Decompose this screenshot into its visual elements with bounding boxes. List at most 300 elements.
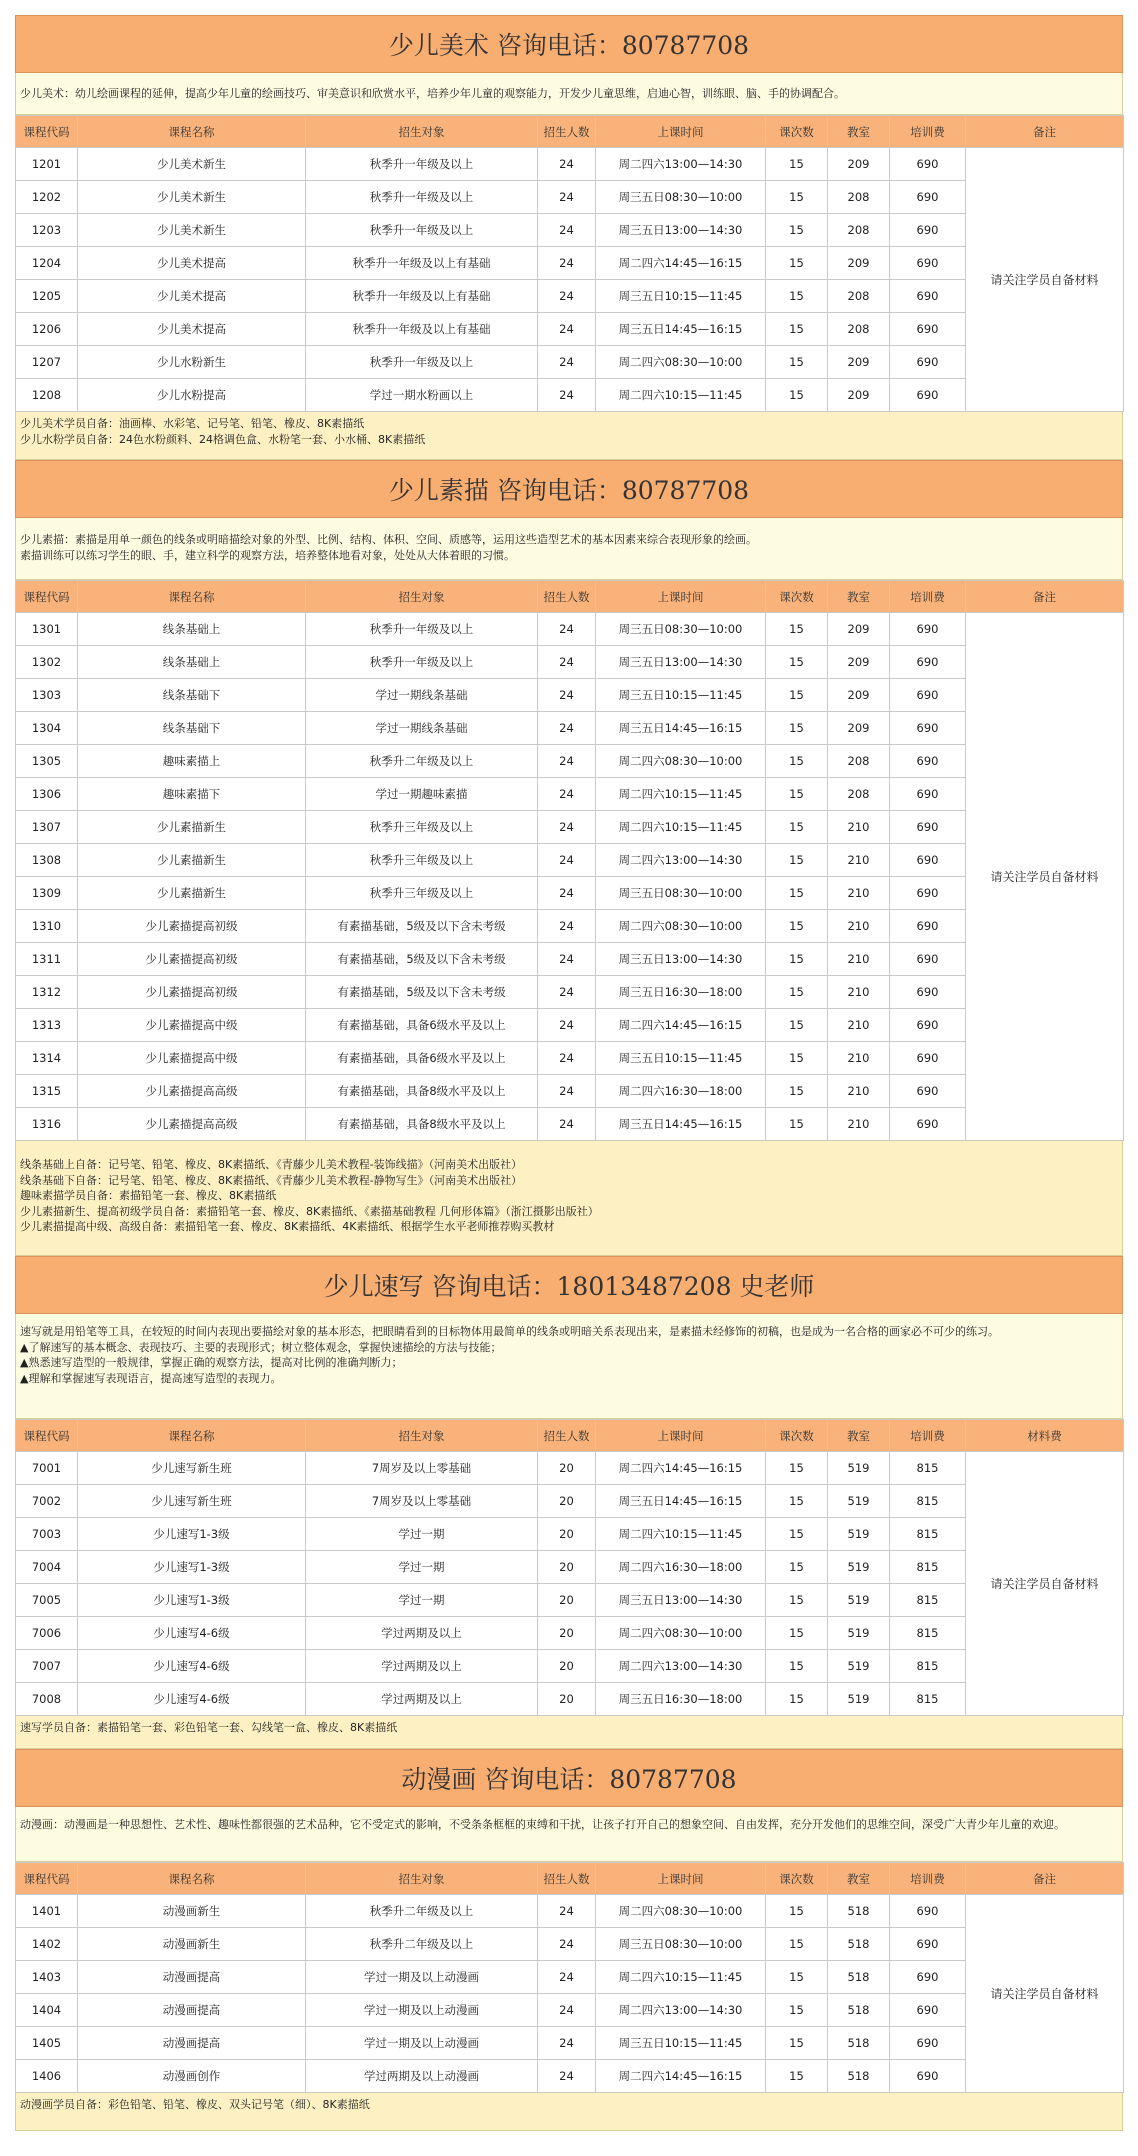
column-header: 课次数 xyxy=(766,116,828,148)
fee-cell: 815 xyxy=(890,1650,966,1683)
class-time-cell: 周二四六14:45—16:15 xyxy=(596,1009,766,1042)
column-header: 课次数 xyxy=(766,1863,828,1895)
class-time-cell: 周二四六08:30—10:00 xyxy=(596,1617,766,1650)
enrollment-cell: 24 xyxy=(538,1075,596,1108)
course-code-cell: 1402 xyxy=(16,1928,78,1961)
target-students-cell: 秋季升二年级及以上 xyxy=(306,1928,538,1961)
course-name-cell: 动漫画提高 xyxy=(78,1961,306,1994)
course-code-cell: 7005 xyxy=(16,1584,78,1617)
description-line: ▲理解和掌握速写表现语言，提高速写造型的表现力。 xyxy=(20,1371,282,1385)
course-code-cell: 7007 xyxy=(16,1650,78,1683)
class-time-cell: 周三五日14:45—16:15 xyxy=(596,712,766,745)
fee-cell: 815 xyxy=(890,1584,966,1617)
session-count-cell: 15 xyxy=(766,1485,828,1518)
fee-cell: 690 xyxy=(890,1075,966,1108)
course-code-cell: 1204 xyxy=(16,247,78,280)
classroom-cell: 210 xyxy=(828,1108,890,1141)
target-students-cell: 秋季升三年级及以上 xyxy=(306,844,538,877)
fee-cell: 690 xyxy=(890,346,966,379)
fee-cell: 690 xyxy=(890,646,966,679)
class-time-cell: 周三五日10:15—11:45 xyxy=(596,679,766,712)
course-code-cell: 1316 xyxy=(16,1108,78,1141)
table-row xyxy=(16,1928,1124,1961)
table-row xyxy=(16,280,1124,313)
session-count-cell: 15 xyxy=(766,280,828,313)
course-name-cell: 趣味素描下 xyxy=(78,778,306,811)
fee-cell: 690 xyxy=(890,1895,966,1928)
fee-cell: 815 xyxy=(890,1452,966,1485)
course-code-cell: 1404 xyxy=(16,1994,78,2027)
target-students-cell: 秋季升一年级及以上有基础 xyxy=(306,313,538,346)
session-count-cell: 15 xyxy=(766,214,828,247)
session-count-cell: 15 xyxy=(766,1518,828,1551)
column-header: 课程代码 xyxy=(16,116,78,148)
enrollment-cell: 20 xyxy=(538,1452,596,1485)
enrollment-cell: 24 xyxy=(538,313,596,346)
materials-note xyxy=(15,1141,1123,1256)
fee-cell: 690 xyxy=(890,844,966,877)
session-count-cell: 15 xyxy=(766,247,828,280)
classroom-cell: 518 xyxy=(828,1961,890,1994)
remarks-cell: 请关注学员自备材料 xyxy=(966,613,1124,1141)
classroom-cell: 210 xyxy=(828,844,890,877)
session-count-cell: 15 xyxy=(766,1075,828,1108)
column-header: 课程名称 xyxy=(78,1863,306,1895)
column-header: 培训费 xyxy=(890,116,966,148)
enrollment-cell: 20 xyxy=(538,1617,596,1650)
session-count-cell: 15 xyxy=(766,613,828,646)
target-students-cell: 有素描基础，具备6级水平及以上 xyxy=(306,1009,538,1042)
classroom-cell: 210 xyxy=(828,943,890,976)
column-header: 上课时间 xyxy=(596,1863,766,1895)
fee-cell: 815 xyxy=(890,1683,966,1716)
column-header: 招生对象 xyxy=(306,581,538,613)
table-row xyxy=(16,148,1124,181)
enrollment-cell: 24 xyxy=(538,844,596,877)
fee-cell: 815 xyxy=(890,1551,966,1584)
description-line: 少儿美术：幼儿绘画课程的延伸，提高少年儿童的绘画技巧、审美意识和欣赏水平，培养少年儿童的观察能力，开发少儿童思维，启迪心智，训练眼、脑、手的协调配合。 xyxy=(20,86,845,100)
target-students-cell: 学过一期线条基础 xyxy=(306,712,538,745)
course-code-cell: 1309 xyxy=(16,877,78,910)
target-students-cell: 学过一期 xyxy=(306,1584,538,1617)
column-header: 招生人数 xyxy=(538,1863,596,1895)
session-count-cell: 15 xyxy=(766,811,828,844)
table-row xyxy=(16,1009,1124,1042)
table-row xyxy=(16,943,1124,976)
section-description xyxy=(15,1807,1123,1862)
enrollment-cell: 24 xyxy=(538,613,596,646)
description-line: 少儿素描：素描是用单一颜色的线条或明暗描绘对象的外型、比例、结构、体积、空间、质感等，运用这些造型艺术的基本因素来综合表现形象的绘画。 xyxy=(20,533,757,546)
course-code-cell: 1311 xyxy=(16,943,78,976)
session-count-cell: 15 xyxy=(766,1108,828,1141)
classroom-cell: 209 xyxy=(828,712,890,745)
column-header: 上课时间 xyxy=(596,581,766,613)
course-name-cell: 线条基础上 xyxy=(78,646,306,679)
course-code-cell: 1206 xyxy=(16,313,78,346)
classroom-cell: 210 xyxy=(828,811,890,844)
enrollment-cell: 20 xyxy=(538,1683,596,1716)
course-name-cell: 少儿素描新生 xyxy=(78,811,306,844)
remarks-cell: 请关注学员自备材料 xyxy=(966,1895,1124,2093)
classroom-cell: 210 xyxy=(828,1042,890,1075)
enrollment-cell: 24 xyxy=(538,910,596,943)
enrollment-cell: 24 xyxy=(538,181,596,214)
session-count-cell: 15 xyxy=(766,943,828,976)
materials-line: 少儿素描新生、提高初级学员自备：素描铅笔一套、橡皮、8K素描纸、《素描基础教程 几何形体篇》（浙江摄影出版社） xyxy=(20,1204,599,1218)
course-table xyxy=(15,1419,1124,1716)
table-body xyxy=(16,1895,1124,2093)
classroom-cell: 519 xyxy=(828,1551,890,1584)
target-students-cell: 学过一期线条基础 xyxy=(306,679,538,712)
enrollment-cell: 24 xyxy=(538,976,596,1009)
course-code-cell: 7001 xyxy=(16,1452,78,1485)
class-time-cell: 周三五日08:30—10:00 xyxy=(596,1928,766,1961)
enrollment-cell: 20 xyxy=(538,1551,596,1584)
course-code-cell: 1315 xyxy=(16,1075,78,1108)
table-row xyxy=(16,1518,1124,1551)
enrollment-cell: 24 xyxy=(538,1961,596,1994)
column-header: 备注 xyxy=(966,581,1124,613)
classroom-cell: 519 xyxy=(828,1485,890,1518)
target-students-cell: 秋季升三年级及以上 xyxy=(306,877,538,910)
classroom-cell: 519 xyxy=(828,1452,890,1485)
target-students-cell: 秋季升一年级及以上 xyxy=(306,646,538,679)
column-header: 招生人数 xyxy=(538,1420,596,1452)
class-time-cell: 周三五日08:30—10:00 xyxy=(596,877,766,910)
column-header: 上课时间 xyxy=(596,116,766,148)
session-count-cell: 15 xyxy=(766,877,828,910)
column-header: 招生人数 xyxy=(538,581,596,613)
course-name-cell: 少儿美术新生 xyxy=(78,181,306,214)
session-count-cell: 15 xyxy=(766,148,828,181)
column-header: 课程代码 xyxy=(16,1420,78,1452)
fee-cell: 690 xyxy=(890,1994,966,2027)
course-name-cell: 少儿素描新生 xyxy=(78,844,306,877)
enrollment-cell: 24 xyxy=(538,1895,596,1928)
table-row xyxy=(16,181,1124,214)
class-time-cell: 周二四六08:30—10:00 xyxy=(596,1895,766,1928)
class-time-cell: 周三五日10:15—11:45 xyxy=(596,2027,766,2060)
table-row xyxy=(16,1994,1124,2027)
table-row xyxy=(16,1551,1124,1584)
course-name-cell: 少儿美术新生 xyxy=(78,148,306,181)
classroom-cell: 518 xyxy=(828,1994,890,2027)
course-code-cell: 1303 xyxy=(16,679,78,712)
enrollment-cell: 24 xyxy=(538,1009,596,1042)
section-description xyxy=(15,1314,1123,1419)
class-time-cell: 周二四六08:30—10:00 xyxy=(596,910,766,943)
course-code-cell: 1406 xyxy=(16,2060,78,2093)
table-header-row xyxy=(16,581,1124,613)
fee-cell: 690 xyxy=(890,1961,966,1994)
column-header: 课程名称 xyxy=(78,1420,306,1452)
table-row xyxy=(16,976,1124,1009)
section-banner: 少儿素描 咨询电话：80787708 xyxy=(15,460,1123,518)
session-count-cell: 15 xyxy=(766,1683,828,1716)
fee-cell: 690 xyxy=(890,379,966,412)
session-count-cell: 15 xyxy=(766,1961,828,1994)
class-time-cell: 周二四六14:45—16:15 xyxy=(596,2060,766,2093)
fee-cell: 815 xyxy=(890,1485,966,1518)
enrollment-cell: 24 xyxy=(538,745,596,778)
classroom-cell: 519 xyxy=(828,1617,890,1650)
target-students-cell: 学过一期趣味素描 xyxy=(306,778,538,811)
class-time-cell: 周二四六10:15—11:45 xyxy=(596,778,766,811)
course-name-cell: 少儿美术提高 xyxy=(78,247,306,280)
fee-cell: 690 xyxy=(890,2027,966,2060)
materials-line: 少儿素描提高中级、高级自备：素描铅笔一套、橡皮、8K素描纸、4K素描纸、根据学生水平老师推荐购买教材 xyxy=(20,1220,555,1233)
table-row xyxy=(16,712,1124,745)
fee-cell: 690 xyxy=(890,679,966,712)
materials-note xyxy=(15,2093,1123,2131)
course-name-cell: 少儿速写1-3级 xyxy=(78,1584,306,1617)
class-time-cell: 周三五日08:30—10:00 xyxy=(596,613,766,646)
table-row xyxy=(16,1584,1124,1617)
target-students-cell: 有素描基础，5级及以下含未考级 xyxy=(306,976,538,1009)
materials-line: 线条基础下自备：记号笔、铅笔、橡皮、8K素描纸、《青藤少儿美术教程-静物写生》（河南美术出版社） xyxy=(20,1173,523,1187)
fee-cell: 690 xyxy=(890,214,966,247)
enrollment-cell: 20 xyxy=(538,1584,596,1617)
session-count-cell: 15 xyxy=(766,1009,828,1042)
enrollment-cell: 24 xyxy=(538,214,596,247)
course-code-cell: 7004 xyxy=(16,1551,78,1584)
column-header: 教室 xyxy=(828,1863,890,1895)
section-anime xyxy=(15,1749,1123,2131)
materials-line: 少儿美术学员自备：油画棒、水彩笔、记号笔、铅笔、橡皮、8K素描纸 xyxy=(20,417,365,430)
target-students-cell: 秋季升二年级及以上 xyxy=(306,745,538,778)
column-header: 上课时间 xyxy=(596,1420,766,1452)
column-header: 课程代码 xyxy=(16,1863,78,1895)
enrollment-cell: 20 xyxy=(538,1485,596,1518)
course-name-cell: 少儿素描提高中级 xyxy=(78,1009,306,1042)
table-row xyxy=(16,313,1124,346)
table-row xyxy=(16,379,1124,412)
course-name-cell: 少儿素描提高高级 xyxy=(78,1075,306,1108)
class-time-cell: 周二四六14:45—16:15 xyxy=(596,1452,766,1485)
table-row xyxy=(16,2027,1124,2060)
session-count-cell: 15 xyxy=(766,712,828,745)
enrollment-cell: 20 xyxy=(538,1518,596,1551)
course-code-cell: 1302 xyxy=(16,646,78,679)
table-row xyxy=(16,1961,1124,1994)
fee-cell: 690 xyxy=(890,1042,966,1075)
enrollment-cell: 24 xyxy=(538,811,596,844)
course-code-cell: 1312 xyxy=(16,976,78,1009)
enrollment-cell: 24 xyxy=(538,943,596,976)
course-code-cell: 1403 xyxy=(16,1961,78,1994)
column-header: 课程名称 xyxy=(78,581,306,613)
class-time-cell: 周二四六16:30—18:00 xyxy=(596,1075,766,1108)
course-table xyxy=(15,580,1124,1141)
target-students-cell: 秋季升一年级及以上 xyxy=(306,613,538,646)
fee-cell: 690 xyxy=(890,943,966,976)
course-name-cell: 少儿美术新生 xyxy=(78,214,306,247)
session-count-cell: 15 xyxy=(766,2060,828,2093)
target-students-cell: 学过一期 xyxy=(306,1518,538,1551)
target-students-cell: 学过两期及以上动漫画 xyxy=(306,2060,538,2093)
enrollment-cell: 24 xyxy=(538,379,596,412)
course-schedule-page xyxy=(15,15,1123,2131)
classroom-cell: 519 xyxy=(828,1650,890,1683)
classroom-cell: 519 xyxy=(828,1584,890,1617)
class-time-cell: 周二四六14:45—16:15 xyxy=(596,247,766,280)
table-row xyxy=(16,1452,1124,1485)
course-code-cell: 7008 xyxy=(16,1683,78,1716)
classroom-cell: 208 xyxy=(828,745,890,778)
fee-cell: 690 xyxy=(890,811,966,844)
classroom-cell: 209 xyxy=(828,247,890,280)
session-count-cell: 15 xyxy=(766,1994,828,2027)
session-count-cell: 15 xyxy=(766,844,828,877)
fee-cell: 815 xyxy=(890,1617,966,1650)
column-header: 材料费 xyxy=(966,1420,1124,1452)
table-row xyxy=(16,1485,1124,1518)
target-students-cell: 秋季升二年级及以上 xyxy=(306,1895,538,1928)
table-header-row xyxy=(16,1863,1124,1895)
course-name-cell: 线条基础下 xyxy=(78,712,306,745)
target-students-cell: 学过一期及以上动漫画 xyxy=(306,1994,538,2027)
column-header: 招生对象 xyxy=(306,1863,538,1895)
target-students-cell: 秋季升一年级及以上 xyxy=(306,214,538,247)
materials-line: 趣味素描学员自备：素描铅笔一套、橡皮、8K素描纸 xyxy=(20,1189,277,1202)
course-name-cell: 动漫画创作 xyxy=(78,2060,306,2093)
session-count-cell: 15 xyxy=(766,745,828,778)
table-row xyxy=(16,679,1124,712)
classroom-cell: 518 xyxy=(828,1895,890,1928)
fee-cell: 690 xyxy=(890,745,966,778)
column-header: 教室 xyxy=(828,1420,890,1452)
classroom-cell: 518 xyxy=(828,2060,890,2093)
column-header: 教室 xyxy=(828,116,890,148)
section-sketching xyxy=(15,1256,1123,1749)
classroom-cell: 209 xyxy=(828,379,890,412)
class-time-cell: 周三五日08:30—10:00 xyxy=(596,181,766,214)
course-code-cell: 1202 xyxy=(16,181,78,214)
column-header: 课次数 xyxy=(766,581,828,613)
course-name-cell: 少儿速写1-3级 xyxy=(78,1518,306,1551)
course-name-cell: 趣味素描上 xyxy=(78,745,306,778)
table-row xyxy=(16,811,1124,844)
table-row xyxy=(16,745,1124,778)
classroom-cell: 518 xyxy=(828,2027,890,2060)
table-row xyxy=(16,247,1124,280)
materials-line: 动漫画学员自备：彩色铅笔、铅笔、橡皮、双头记号笔（细）、8K素描纸 xyxy=(20,2098,370,2111)
course-table xyxy=(15,115,1124,412)
course-code-cell: 1314 xyxy=(16,1042,78,1075)
enrollment-cell: 24 xyxy=(538,2060,596,2093)
session-count-cell: 15 xyxy=(766,313,828,346)
enrollment-cell: 24 xyxy=(538,1994,596,2027)
classroom-cell: 208 xyxy=(828,778,890,811)
target-students-cell: 秋季升一年级及以上 xyxy=(306,181,538,214)
fee-cell: 690 xyxy=(890,280,966,313)
class-time-cell: 周三五日14:45—16:15 xyxy=(596,1108,766,1141)
course-code-cell: 1305 xyxy=(16,745,78,778)
class-time-cell: 周三五日13:00—14:30 xyxy=(596,646,766,679)
session-count-cell: 15 xyxy=(766,379,828,412)
target-students-cell: 有素描基础，具备8级水平及以上 xyxy=(306,1108,538,1141)
target-students-cell: 秋季升一年级及以上有基础 xyxy=(306,247,538,280)
course-code-cell: 1205 xyxy=(16,280,78,313)
target-students-cell: 学过一期及以上动漫画 xyxy=(306,2027,538,2060)
course-code-cell: 1310 xyxy=(16,910,78,943)
session-count-cell: 15 xyxy=(766,346,828,379)
class-time-cell: 周二四六10:15—11:45 xyxy=(596,811,766,844)
enrollment-cell: 24 xyxy=(538,778,596,811)
column-header: 课次数 xyxy=(766,1420,828,1452)
target-students-cell: 有素描基础，5级及以下含未考级 xyxy=(306,910,538,943)
course-code-cell: 1201 xyxy=(16,148,78,181)
class-time-cell: 周二四六16:30—18:00 xyxy=(596,1551,766,1584)
table-row xyxy=(16,2060,1124,2093)
classroom-cell: 209 xyxy=(828,646,890,679)
class-time-cell: 周二四六08:30—10:00 xyxy=(596,346,766,379)
session-count-cell: 15 xyxy=(766,1452,828,1485)
fee-cell: 690 xyxy=(890,910,966,943)
class-time-cell: 周三五日14:45—16:15 xyxy=(596,313,766,346)
target-students-cell: 学过两期及以上 xyxy=(306,1650,538,1683)
target-students-cell: 秋季升三年级及以上 xyxy=(306,811,538,844)
table-row xyxy=(16,1683,1124,1716)
table-row xyxy=(16,1108,1124,1141)
classroom-cell: 209 xyxy=(828,346,890,379)
target-students-cell: 有素描基础，具备8级水平及以上 xyxy=(306,1075,538,1108)
course-code-cell: 1207 xyxy=(16,346,78,379)
session-count-cell: 15 xyxy=(766,1584,828,1617)
classroom-cell: 210 xyxy=(828,1075,890,1108)
enrollment-cell: 24 xyxy=(538,877,596,910)
table-header-row xyxy=(16,1420,1124,1452)
table-row xyxy=(16,877,1124,910)
target-students-cell: 学过一期水粉画以上 xyxy=(306,379,538,412)
class-time-cell: 周三五日13:00—14:30 xyxy=(596,214,766,247)
course-name-cell: 动漫画提高 xyxy=(78,1994,306,2027)
column-header: 培训费 xyxy=(890,581,966,613)
course-code-cell: 1401 xyxy=(16,1895,78,1928)
class-time-cell: 周二四六13:00—14:30 xyxy=(596,148,766,181)
session-count-cell: 15 xyxy=(766,910,828,943)
class-time-cell: 周三五日14:45—16:15 xyxy=(596,1485,766,1518)
course-name-cell: 少儿素描提高高级 xyxy=(78,1108,306,1141)
course-name-cell: 线条基础上 xyxy=(78,613,306,646)
column-header: 培训费 xyxy=(890,1863,966,1895)
table-body xyxy=(16,1452,1124,1716)
enrollment-cell: 24 xyxy=(538,1042,596,1075)
class-time-cell: 周二四六13:00—14:30 xyxy=(596,1994,766,2027)
section-art xyxy=(15,15,1123,460)
classroom-cell: 210 xyxy=(828,877,890,910)
enrollment-cell: 24 xyxy=(538,712,596,745)
description-line: ▲了解速写的基本概念、表现技巧、主要的表现形式；树立整体观念，掌握快速描绘的方法与技能； xyxy=(20,1340,502,1354)
fee-cell: 690 xyxy=(890,976,966,1009)
table-header-row xyxy=(16,116,1124,148)
target-students-cell: 有素描基础，5级及以下含未考级 xyxy=(306,943,538,976)
fee-cell: 690 xyxy=(890,778,966,811)
table-body xyxy=(16,613,1124,1141)
enrollment-cell: 24 xyxy=(538,679,596,712)
materials-note xyxy=(15,1716,1123,1749)
section-banner: 动漫画 咨询电话：80787708 xyxy=(15,1749,1123,1807)
target-students-cell: 学过一期及以上动漫画 xyxy=(306,1961,538,1994)
session-count-cell: 15 xyxy=(766,976,828,1009)
target-students-cell: 7周岁及以上零基础 xyxy=(306,1485,538,1518)
course-name-cell: 少儿素描新生 xyxy=(78,877,306,910)
column-header: 招生对象 xyxy=(306,116,538,148)
target-students-cell: 秋季升一年级及以上有基础 xyxy=(306,280,538,313)
course-name-cell: 动漫画提高 xyxy=(78,2027,306,2060)
course-name-cell: 少儿素描提高中级 xyxy=(78,1042,306,1075)
session-count-cell: 15 xyxy=(766,1551,828,1584)
